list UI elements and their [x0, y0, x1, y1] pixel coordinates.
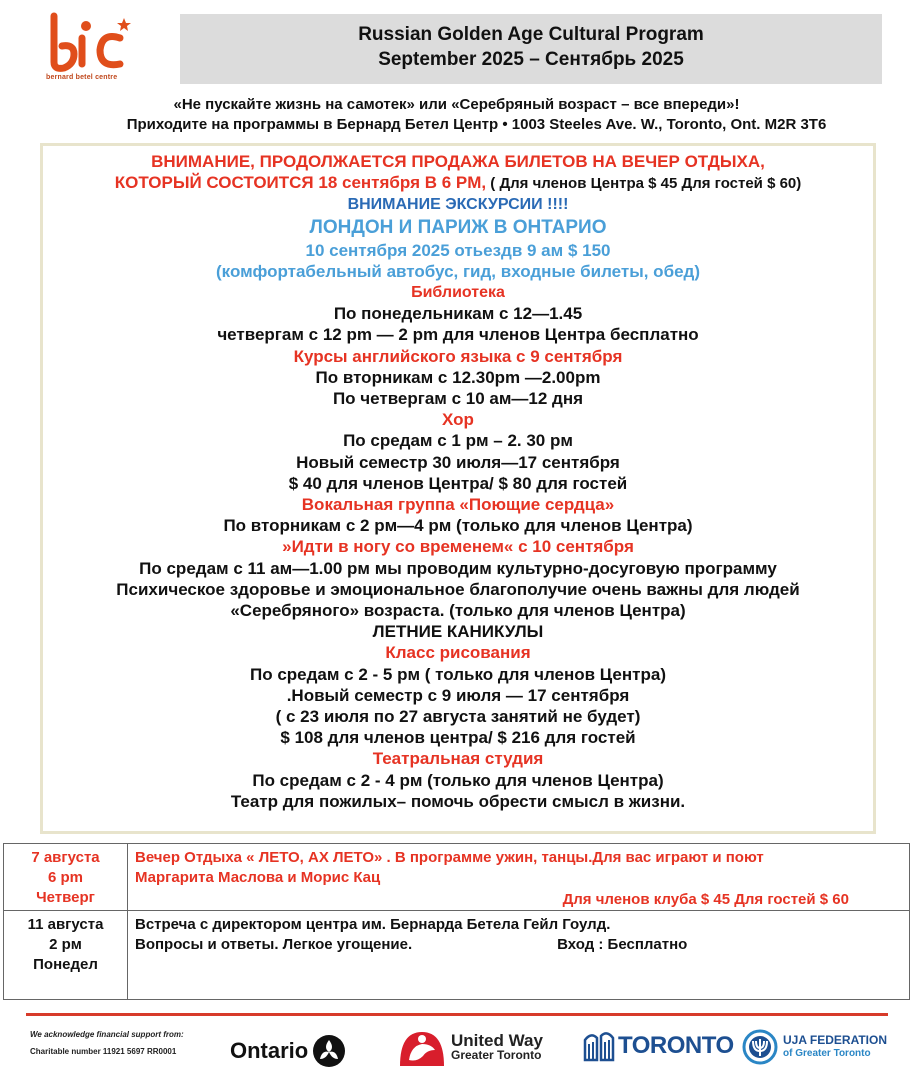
toronto-wordmark: TORONTO	[618, 1032, 734, 1059]
ontario-logo	[230, 1034, 346, 1068]
drawing-semester: .Новый семестр с 9 июля — 17 сентября	[286, 685, 630, 705]
title-box	[180, 14, 882, 84]
theatre-description: Театр для пожилых– помочь обрести смысл в жизни.	[230, 791, 686, 811]
theatre-title: Театральная студия	[372, 749, 544, 769]
united-way-hand-icon	[397, 1028, 447, 1068]
event-description-2-row	[135, 935, 909, 955]
united-way-text	[451, 1033, 543, 1063]
event-time: 6 pm	[47, 869, 83, 886]
event-description-cell	[128, 844, 910, 911]
library-schedule-2: четвергам с 12 pm — 2 pm для членов Центра бесплатно	[217, 325, 699, 345]
intro	[0, 95, 913, 135]
event-date-cell	[4, 911, 128, 1000]
excursion-date: 10 сентября 2025 отьездв 9 ам $ 150	[305, 240, 611, 260]
drawing-schedule: По средам с 2 - 5 pм ( только для членов Центра)	[250, 664, 666, 684]
choir-semester: Новый семестр 30 июля—17 сентября	[296, 452, 620, 472]
excursion-attention: ВНИМАНИЕ ЭКСКУРСИИ !!!!	[347, 196, 569, 214]
vocal-title: Вокальная группа «Поющие сердца»	[301, 495, 615, 515]
footer-divider	[26, 1013, 888, 1016]
library-schedule-1: По понедельникам с 12—1.45	[333, 304, 583, 324]
united-way-logo	[397, 1028, 543, 1068]
table-row	[4, 844, 910, 911]
charitable-number: Charitable number 11921 5697 RR0001	[30, 1047, 177, 1056]
event-description-1: Встреча с директором центра им. Бернарда Бетела Гейл Гоулд.	[135, 916, 611, 933]
event-date-cell	[4, 844, 128, 911]
evening-date: КОТОРЫЙ СОСТОИТСЯ 18 сентября В 6 PM,	[114, 173, 487, 193]
event-description-2: Вопросы и ответы. Легкое угощение.	[135, 936, 413, 953]
event-description-2: Маргарита Маслова и Морис Кац	[135, 869, 381, 886]
evening-price: ( Для членов Центра $ 45 Для гостей $ 60)	[486, 175, 802, 193]
english-schedule-2: По четвергам с 10 ам—12 дня	[332, 389, 584, 409]
excursion-details: (комфортабельный автобус, гид, входные билеты, обед)	[216, 261, 700, 281]
menorah-icon	[742, 1029, 778, 1065]
vocal-schedule: По вторникам с 2 pм—4 pм (только для членов Центра)	[223, 516, 693, 536]
table-row	[4, 911, 910, 1000]
intro-address: Приходите на программы в Бернард Бетел Центр • 1003 Steeles Ave. W., Toronto, Ont. M2R 3T6	[126, 116, 827, 133]
choir-title: Хор	[442, 410, 474, 430]
uja-name: UJA FEDERATION	[783, 1033, 888, 1047]
event-price: Для членов клуба $ 45 Для гостей $ 60	[562, 891, 849, 908]
event-entry: Вход : Бесплатно	[557, 936, 688, 953]
drawing-break: ( с 23 июля по 27 августа занятий не будет)	[275, 707, 641, 727]
united-way-name: United Way	[451, 1031, 543, 1050]
times-description-2: «Серебряного» возраста. (только для членов Центра)	[230, 601, 686, 621]
times-description-1: Психическое здоровье и эмоциональное благополучие очень важны для людей	[116, 579, 800, 599]
event-weekday: Понедел	[33, 956, 98, 973]
united-way-region: Greater Toronto	[451, 1048, 542, 1062]
event-description-cell	[128, 911, 910, 1000]
event-date: 11 августа	[27, 916, 104, 933]
uja-federation-logo	[742, 1029, 887, 1065]
trillium-icon	[312, 1034, 346, 1068]
english-schedule-1: По вторникам с 12.30pm —2.00pm	[315, 367, 601, 387]
event-description-1: Вечер Отдыха « ЛЕТО, АХ ЛЕТО» . В программе ужин, танцы.Для вас играют и поют	[135, 849, 764, 866]
drawing-price: $ 108 для членов центра/ $ 216 для гостей	[280, 728, 636, 748]
ontario-wordmark: Ontario	[230, 1038, 309, 1063]
program-month: September 2025 – Сентябрь 2025	[378, 49, 684, 70]
logo-caption: bernard betel centre	[46, 74, 118, 81]
ticket-attention-line2	[43, 172, 873, 194]
event-date: 7 августа	[31, 849, 100, 866]
summer-break: ЛЕТНИЕ КАНИКУЛЫ	[372, 622, 544, 642]
english-title: Курсы английского языка с 9 сентября	[293, 346, 623, 366]
uja-region: of Greater Toronto	[783, 1048, 871, 1059]
city-hall-icon	[583, 1030, 615, 1062]
events-table	[3, 843, 910, 1000]
toronto-logo	[583, 1030, 734, 1062]
times-schedule: По средам с 11 ам—1.00 pм мы проводим культурно-досуговую программу	[139, 558, 777, 578]
program-title: Russian Golden Age Cultural Program	[358, 24, 704, 45]
event-weekday: Четверг	[36, 889, 95, 906]
event-time: 2 pм	[49, 936, 82, 953]
times-title: »Идти в ногу со временем« с 10 сентября	[282, 537, 634, 557]
library-title: Библиотека	[411, 284, 505, 302]
program-schedule-box	[40, 143, 876, 834]
choir-schedule: По средам с 1 pм – 2. 30 pм	[343, 431, 573, 451]
theatre-schedule: По средам с 2 - 4 pм (только для членов Центра)	[252, 770, 664, 790]
excursion-title: ЛОНДОН И ПАРИЖ В ОНТАРИО	[309, 216, 607, 238]
uja-text	[783, 1034, 887, 1060]
drawing-title: Класс рисования	[385, 643, 531, 663]
choir-price: $ 40 для членов Центра/ $ 80 для гостей	[288, 473, 628, 493]
ticket-attention-line1: ВНИМАНИЕ, ПРОДОЛЖАЕТСЯ ПРОДАЖА БИЛЕТОВ НА ВЕЧЕР ОТДЫХА,	[151, 152, 765, 171]
intro-slogan: «Не пускайте жизнь на самотек» или «Серебряный возраст – все впереди»!	[173, 96, 740, 113]
acknowledgement-text: We acknowledge financial support from:	[30, 1030, 184, 1039]
